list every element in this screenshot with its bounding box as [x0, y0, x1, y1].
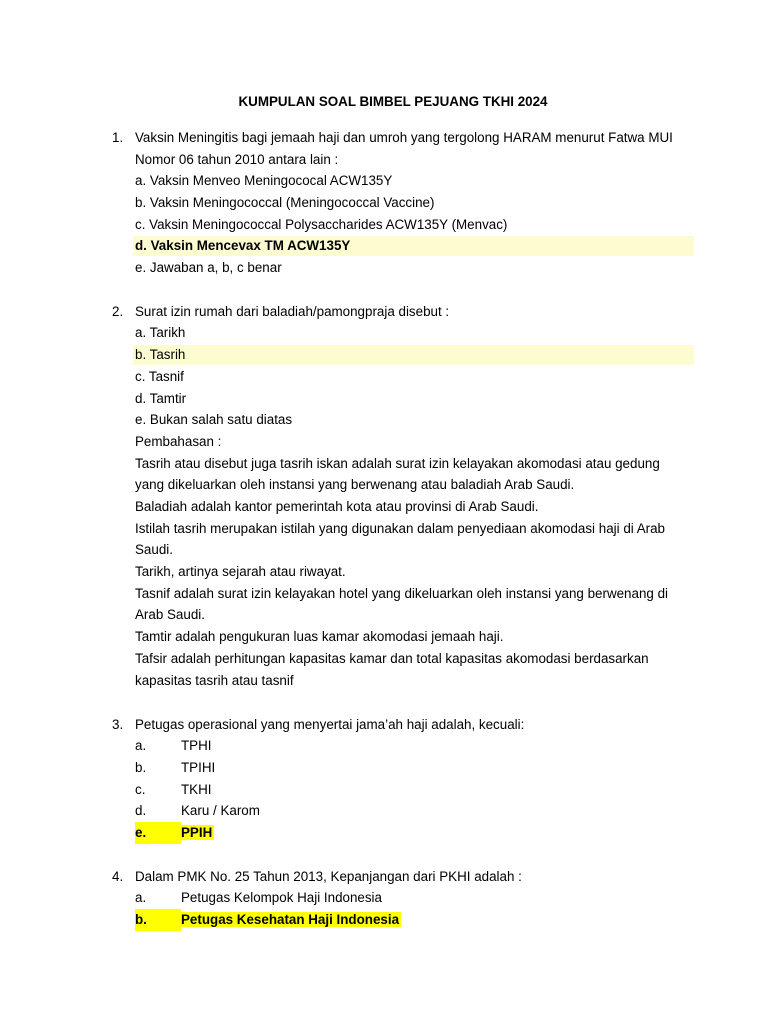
q1-option-d-answer: d. Vaksin Mencevax TM ACW135Y: [135, 238, 351, 253]
q2-discussion-heading: Pembahasan :: [135, 434, 222, 449]
q3-option-d-letter: d.: [135, 803, 147, 818]
q3-question-line1: Petugas operasional yang menyertai jama’ah haji adalah, kecuali:: [135, 717, 525, 732]
q1-option-a: a. Vaksin Menveo Meningococal ACW135Y: [135, 173, 393, 188]
q3-option-a: [135, 735, 212, 757]
q2-discussion-line6: Tarikh, artinya sejarah atau riwayat.: [135, 564, 346, 579]
q3-option-d: [135, 800, 260, 822]
document-title: KUMPULAN SOAL BIMBEL PEJUANG TKHI 2024: [238, 94, 548, 109]
q3-option-c-letter: c.: [135, 782, 146, 797]
q1-question-line1: Vaksin Meningitis bagi jemaah haji dan umroh yang tergolong HARAM menurut Fatwa MUI: [135, 130, 673, 145]
q4-question-line1: Dalam PMK No. 25 Tahun 2013, Kepanjangan dari PKHI adalah :: [135, 869, 522, 884]
q2-discussion-line9: Tamtir adalah pengukuran luas kamar akomodasi jemaah haji.: [135, 629, 504, 644]
q3-option-b-text: TPIHI: [181, 760, 216, 775]
q2-discussion-line10: Tafsir adalah perhitungan kapasitas kamar dan total kapasitas akomodasi berdasarkan: [135, 651, 649, 666]
q2-discussion-line4: Istilah tasrih merupakan istilah yang digunakan dalam penyediaan akomodasi haji di Arab: [135, 521, 666, 536]
q3-number: 3.: [112, 717, 124, 732]
q2-question-line1: Surat izin rumah dari baladiah/pamongpraja disebut :: [135, 304, 450, 319]
q2-option-b-answer: b. Tasrih: [135, 347, 186, 362]
q4-option-b-answer: [135, 909, 401, 931]
q3-option-c: [135, 779, 212, 801]
q2-discussion-line3: Baladiah adalah kantor pemerintah kota atau provinsi di Arab Saudi.: [135, 499, 539, 514]
q2-discussion-line7: Tasnif adalah surat izin kelayakan hotel yang dikeluarkan oleh instansi yang berwenang di: [135, 586, 668, 601]
q4-option-a-text: Petugas Kelompok Haji Indonesia: [181, 890, 382, 905]
q3-option-e-text: PPIH: [181, 825, 213, 840]
q4-number: 4.: [112, 869, 124, 884]
q2-answer-highlight: [133, 345, 694, 365]
q3-option-d-text: Karu / Karom: [181, 803, 260, 818]
q1-option-e: e. Jawaban a, b, c benar: [135, 260, 282, 275]
q3-option-b: [135, 757, 215, 779]
q3-option-c-text: TKHI: [181, 782, 212, 797]
q2-option-a: a. Tarikh: [135, 325, 186, 340]
q2-option-d: d. Tamtir: [135, 391, 187, 406]
q2-option-e: e. Bukan salah satu diatas: [135, 412, 293, 427]
q2-option-c: c. Tasnif: [135, 369, 184, 384]
q3-option-a-text: TPHI: [181, 738, 212, 753]
q2-discussion-line1: Tasrih atau disebut juga tasrih iskan adalah surat izin kelayakan akomodasi atau gedung: [135, 456, 660, 471]
q1-option-b: b. Vaksin Meningococcal (Meningococcal Vaccine): [135, 195, 435, 210]
q3-option-e-answer: [135, 822, 214, 844]
q1-number: 1.: [112, 130, 124, 145]
q1-question-line2: Nomor 06 tahun 2010 antara lain :: [135, 152, 339, 167]
q2-discussion-line11: kapasitas tasrih atau tasnif: [135, 673, 294, 688]
q3-option-a-letter: a.: [135, 738, 147, 753]
q4-option-a: [135, 887, 382, 909]
q2-discussion-line5: Saudi.: [135, 542, 173, 557]
q2-discussion-line2: yang dikeluarkan oleh instansi yang berwenang atau baladiah Arab Saudi.: [135, 477, 575, 492]
q4-option-b-text: Petugas Kesehatan Haji Indonesia: [181, 912, 400, 927]
q2-number: 2.: [112, 304, 124, 319]
q2-discussion-line8: Arab Saudi.: [135, 607, 205, 622]
q1-option-c: c. Vaksin Meningococcal Polysaccharides ACW135Y (Menvac): [135, 217, 508, 232]
q4-option-a-letter: a.: [135, 890, 147, 905]
q3-option-b-letter: b.: [135, 760, 147, 775]
q4-option-b-letter: b.: [135, 909, 181, 931]
q3-option-e-letter: e.: [135, 822, 181, 844]
